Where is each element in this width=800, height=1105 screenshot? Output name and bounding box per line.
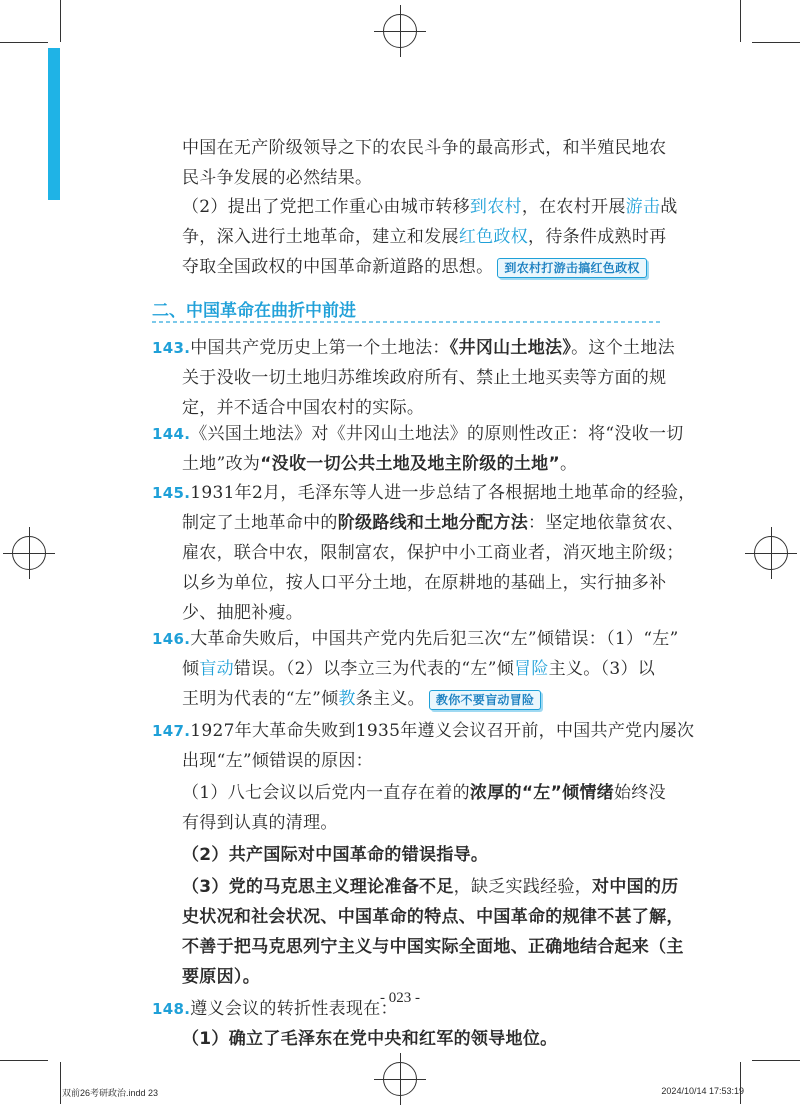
item-145-line-1: 145.1931年2月，毛泽东等人进一步总结了各根据地土地革命的经验， [152, 483, 696, 503]
item-2-line-2: 争，深入进行土地革命，建立和发展红色政权，待条件成熟时再 [182, 227, 667, 247]
item-143-line-2: 关于没收一切土地归苏维埃政府所有、禁止土地买卖等方面的规 [182, 368, 667, 388]
item-148-sub-1: （1）确立了毛泽东在党中央和红军的领导地位。 [182, 1029, 558, 1049]
footer-timestamp: 2024/10/14 17:53:19 [661, 1086, 744, 1096]
page-number: - 023 - [380, 990, 420, 1006]
item-145-line-5: 少、抽肥补瘦。 [182, 603, 304, 623]
item-147-line-2: 出现“左”倾错误的原因： [182, 751, 373, 771]
item-147-sub-1: （1）八七会议以后党内一直存在着的浓厚的“左”倾情绪始终没 [182, 783, 666, 803]
paragraph-line: 中国在无产阶级领导之下的农民斗争的最高形式，和半殖民地农 [182, 138, 667, 158]
item-147-sub-3-line-4: 要原因）。 [182, 967, 260, 987]
footer-file-label: 双前26考研政治.indd 23 [62, 1088, 159, 1098]
section-title: 二、中国革命在曲折中前进 [152, 301, 356, 321]
mnemonic-tag: 到农村打游击搞红色政权 [497, 258, 646, 278]
item-147-sub-3: （3）党的马克思主义理论准备不足，缺乏实践经验，对中国的历 [182, 877, 679, 897]
item-145-line-2: 制定了土地革命中的阶级路线和土地分配方法：坚定地依靠贫农、 [182, 513, 684, 533]
item-148-line-1: 148.遵义会议的转折性表现在： [152, 999, 398, 1019]
item-147-sub-3-line-3: 不善于把马克思列宁主义与中国实际全面地、正确地结合起来（主 [182, 937, 684, 957]
item-144-line-2: 土地”改为“没收一切公共土地及地主阶级的土地”。 [182, 454, 578, 474]
item-147-sub-1-line-2: 有得到认真的清理。 [182, 813, 338, 833]
item-2-line-1: （2）提出了党把工作重心由城市转移到农村，在农村开展游击战 [182, 197, 678, 217]
item-146-line-3: 王明为代表的“左”倾教条主义。 教你不要盲动冒险 [182, 684, 541, 714]
paragraph-line: 民斗争发展的必然结果。 [182, 168, 373, 188]
mnemonic-tag: 教你不要盲动冒险 [429, 690, 541, 710]
item-145-line-4: 以乡为单位，按人口平分土地，在原耕地的基础上，实行抽多补 [182, 573, 667, 593]
item-145-line-3: 雇农，联合中农，限制富农，保护中小工商业者，消灭地主阶级； [182, 543, 684, 563]
item-146-line-1: 146.大革命失败后，中国共产党内先后犯三次“左”倾错误：（1）“左” [152, 629, 679, 649]
section-divider [152, 321, 662, 323]
item-147-sub-3-line-2: 史状况和社会状况、中国革命的特点、中国革命的规律不甚了解， [182, 907, 684, 927]
item-2-line-3: 夺取全国政权的中国革命新道路的思想。 到农村打游击搞红色政权 [182, 252, 647, 282]
item-147-line-1: 147.1927年大革命失败到1935年遵义会议召开前，中国共产党内屡次 [152, 721, 695, 741]
item-143-line-3: 定，并不适合中国农村的实际。 [182, 398, 425, 418]
item-147-sub-2: （2）共产国际对中国革命的错误指导。 [182, 845, 489, 865]
item-146-line-2: 倾盲动错误。（2）以李立三为代表的“左”倾冒险主义。（3）以 [182, 659, 656, 679]
item-144-line-1: 144.《兴国土地法》对《井冈山土地法》的原则性改正：将“没收一切 [152, 424, 684, 444]
item-143-line-1: 143.中国共产党历史上第一个土地法：《井冈山土地法》。这个土地法 [152, 338, 675, 358]
